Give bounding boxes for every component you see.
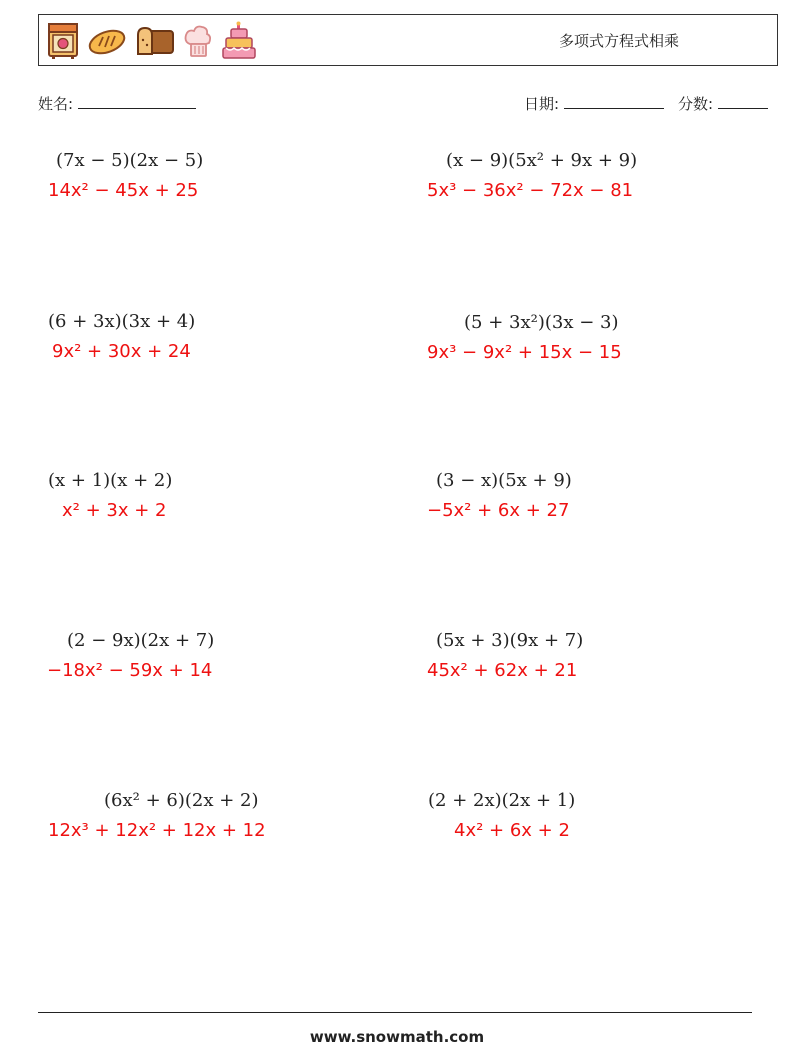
problem-2-question: (x − 9)(5x² + 9x + 9) [446,150,638,171]
problem-7-question: (2 − 9x)(2x + 7) [67,630,215,651]
score-blank [718,94,768,109]
problem-6-question: (3 − x)(5x + 9) [436,470,572,491]
problem-5-answer: x² + 3x + 2 [62,500,167,521]
name-label: 姓名: [38,95,74,113]
problem-8-question: (5x + 3)(9x + 7) [436,630,584,651]
problem-7-answer: −18x² − 59x + 14 [47,660,213,681]
problem-10-question: (2 + 2x)(2x + 1) [428,790,576,811]
problem-3-question: (6 + 3x)(3x + 4) [48,311,196,332]
problem-2-answer: 5x³ − 36x² − 72x − 81 [427,180,634,201]
problem-1-answer: 14x² − 45x + 25 [48,180,199,201]
problem-8-answer: 45x² + 62x + 21 [427,660,578,681]
date-field [524,93,664,114]
problem-4-answer: 9x³ − 9x² + 15x − 15 [427,342,622,363]
problem-9-answer: 12x³ + 12x² + 12x + 12 [48,820,266,841]
oven-icon [47,22,79,60]
page-title: 多项式方程式相乘 [558,32,679,50]
problem-6-answer: −5x² + 6x + 27 [427,500,570,521]
name-blank [78,94,196,109]
footer-divider [38,1012,752,1013]
problem-4-question: (5 + 3x²)(3x − 3) [464,312,619,333]
bread-loaf-icon [87,26,127,56]
problem-5-question: (x + 1)(x + 2) [48,470,173,491]
cake-icon [221,21,257,61]
score-field [678,93,768,114]
problem-10-answer: 4x² + 6x + 2 [454,820,570,841]
problem-9-question: (6x² + 6)(2x + 2) [104,790,259,811]
problem-1-question: (7x − 5)(2x − 5) [56,150,204,171]
date-label: 日期: [524,95,560,113]
icon-strip [47,21,257,61]
date-blank [564,94,664,109]
problem-3-answer: 9x² + 30x + 24 [52,341,191,362]
bread-slice-icon [135,25,175,57]
footer-website: www.snowmath.com [309,1028,485,1046]
worksheet-header [38,14,778,66]
name-field [38,93,196,114]
score-label: 分数: [678,95,714,113]
chef-hat-icon [183,22,213,60]
